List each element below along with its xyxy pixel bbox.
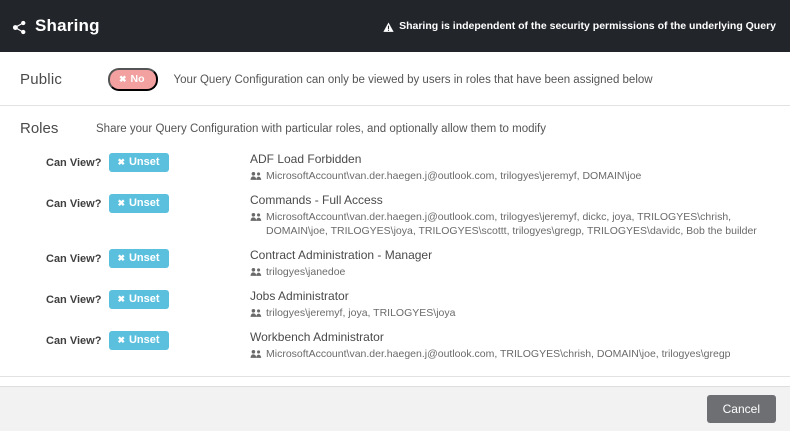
role-name: ADF Load Forbidden	[250, 152, 362, 166]
content-spacer	[0, 377, 790, 386]
users-icon	[250, 170, 262, 182]
can-view-label: Can View?	[46, 293, 102, 306]
share-icon	[12, 20, 27, 35]
role-info	[250, 247, 772, 279]
unset-button-label: Unset	[128, 334, 160, 346]
header-title-group	[12, 16, 100, 36]
role-members	[250, 265, 772, 279]
unset-button[interactable]	[109, 249, 168, 268]
x-icon: ✖	[117, 252, 125, 263]
x-icon: ✖	[119, 73, 127, 84]
cancel-button[interactable]: Cancel	[707, 395, 776, 423]
role-name: Commands - Full Access	[250, 193, 383, 207]
role-members	[250, 306, 772, 320]
users-icon	[250, 266, 262, 278]
role-row	[18, 284, 772, 325]
x-icon: ✖	[117, 293, 125, 304]
role-controls	[18, 151, 250, 172]
warning-triangle-icon	[383, 22, 394, 33]
unset-button-label: Unset	[128, 252, 160, 264]
roles-section	[0, 106, 790, 377]
role-info	[250, 151, 772, 183]
dialog-footer	[0, 386, 790, 431]
unset-button[interactable]	[109, 331, 168, 350]
unset-button[interactable]	[109, 153, 168, 172]
role-members-text: MicrosoftAccount\van.der.haegen.j@outlook.com, TRILOGYES\chrish, DOMAIN\joe, trilogyes\gregp	[266, 348, 731, 360]
role-controls	[18, 288, 250, 309]
role-members-text: trilogyes\janedoe	[266, 266, 346, 278]
role-controls	[18, 329, 250, 350]
role-info	[250, 288, 772, 320]
role-members-text: trilogyes\jeremyf, joya, TRILOGYES\joya	[266, 307, 456, 319]
role-name: Workbench Administrator	[250, 330, 384, 344]
can-view-label: Can View?	[46, 252, 102, 265]
users-icon	[250, 307, 262, 319]
x-icon: ✖	[117, 197, 125, 208]
roles-header	[18, 120, 772, 137]
unset-button[interactable]	[109, 194, 168, 213]
can-view-label: Can View?	[46, 156, 102, 169]
role-controls	[18, 192, 250, 213]
warning-text: Sharing is independent of the security permissions of the underlying Query	[399, 20, 776, 32]
role-row	[18, 325, 772, 366]
role-members-text: MicrosoftAccount\van.der.haegen.j@outlook.com, trilogyes\jeremyf, dickc, joya, TRILOGYES\chrish, DOMAIN\joe, TRILOGYES\joya, TRILOGYES\scottt, trilogyes\gregp, TRILOGYES\davidc, Bob the builder	[266, 211, 757, 237]
unset-button-label: Unset	[128, 156, 160, 168]
dialog-header	[0, 0, 790, 52]
role-info	[250, 329, 772, 361]
public-toggle-badge[interactable]	[108, 68, 158, 91]
role-name: Contract Administration - Manager	[250, 248, 433, 262]
role-row	[18, 243, 772, 284]
x-icon: ✖	[117, 334, 125, 345]
unset-button-label: Unset	[128, 197, 160, 209]
role-members	[250, 169, 772, 183]
header-warning	[383, 20, 776, 32]
users-icon	[250, 211, 262, 223]
role-row	[18, 188, 772, 243]
public-description: Your Query Configuration can only be viewed by users in roles that have been assigned below	[173, 73, 653, 86]
roles-label: Roles	[20, 120, 59, 137]
role-info	[250, 192, 772, 238]
role-row	[18, 147, 772, 188]
role-controls	[18, 247, 250, 268]
unset-button[interactable]	[109, 290, 168, 309]
public-section	[0, 52, 790, 106]
page-title: Sharing	[35, 16, 100, 35]
x-icon: ✖	[117, 156, 125, 167]
public-row	[18, 68, 772, 91]
role-members-text: MicrosoftAccount\van.der.haegen.j@outlook.com, trilogyes\jeremyf, DOMAIN\joe	[266, 170, 642, 182]
can-view-label: Can View?	[46, 197, 102, 210]
role-members	[250, 210, 772, 238]
role-name: Jobs Administrator	[250, 289, 349, 303]
role-members	[250, 347, 772, 361]
can-view-label: Can View?	[46, 334, 102, 347]
roles-description: Share your Query Configuration with particular roles, and optionally allow them to modify	[96, 122, 546, 135]
public-label: Public	[20, 71, 63, 88]
unset-button-label: Unset	[128, 293, 160, 305]
users-icon	[250, 348, 262, 360]
public-badge-label: No	[130, 73, 145, 85]
